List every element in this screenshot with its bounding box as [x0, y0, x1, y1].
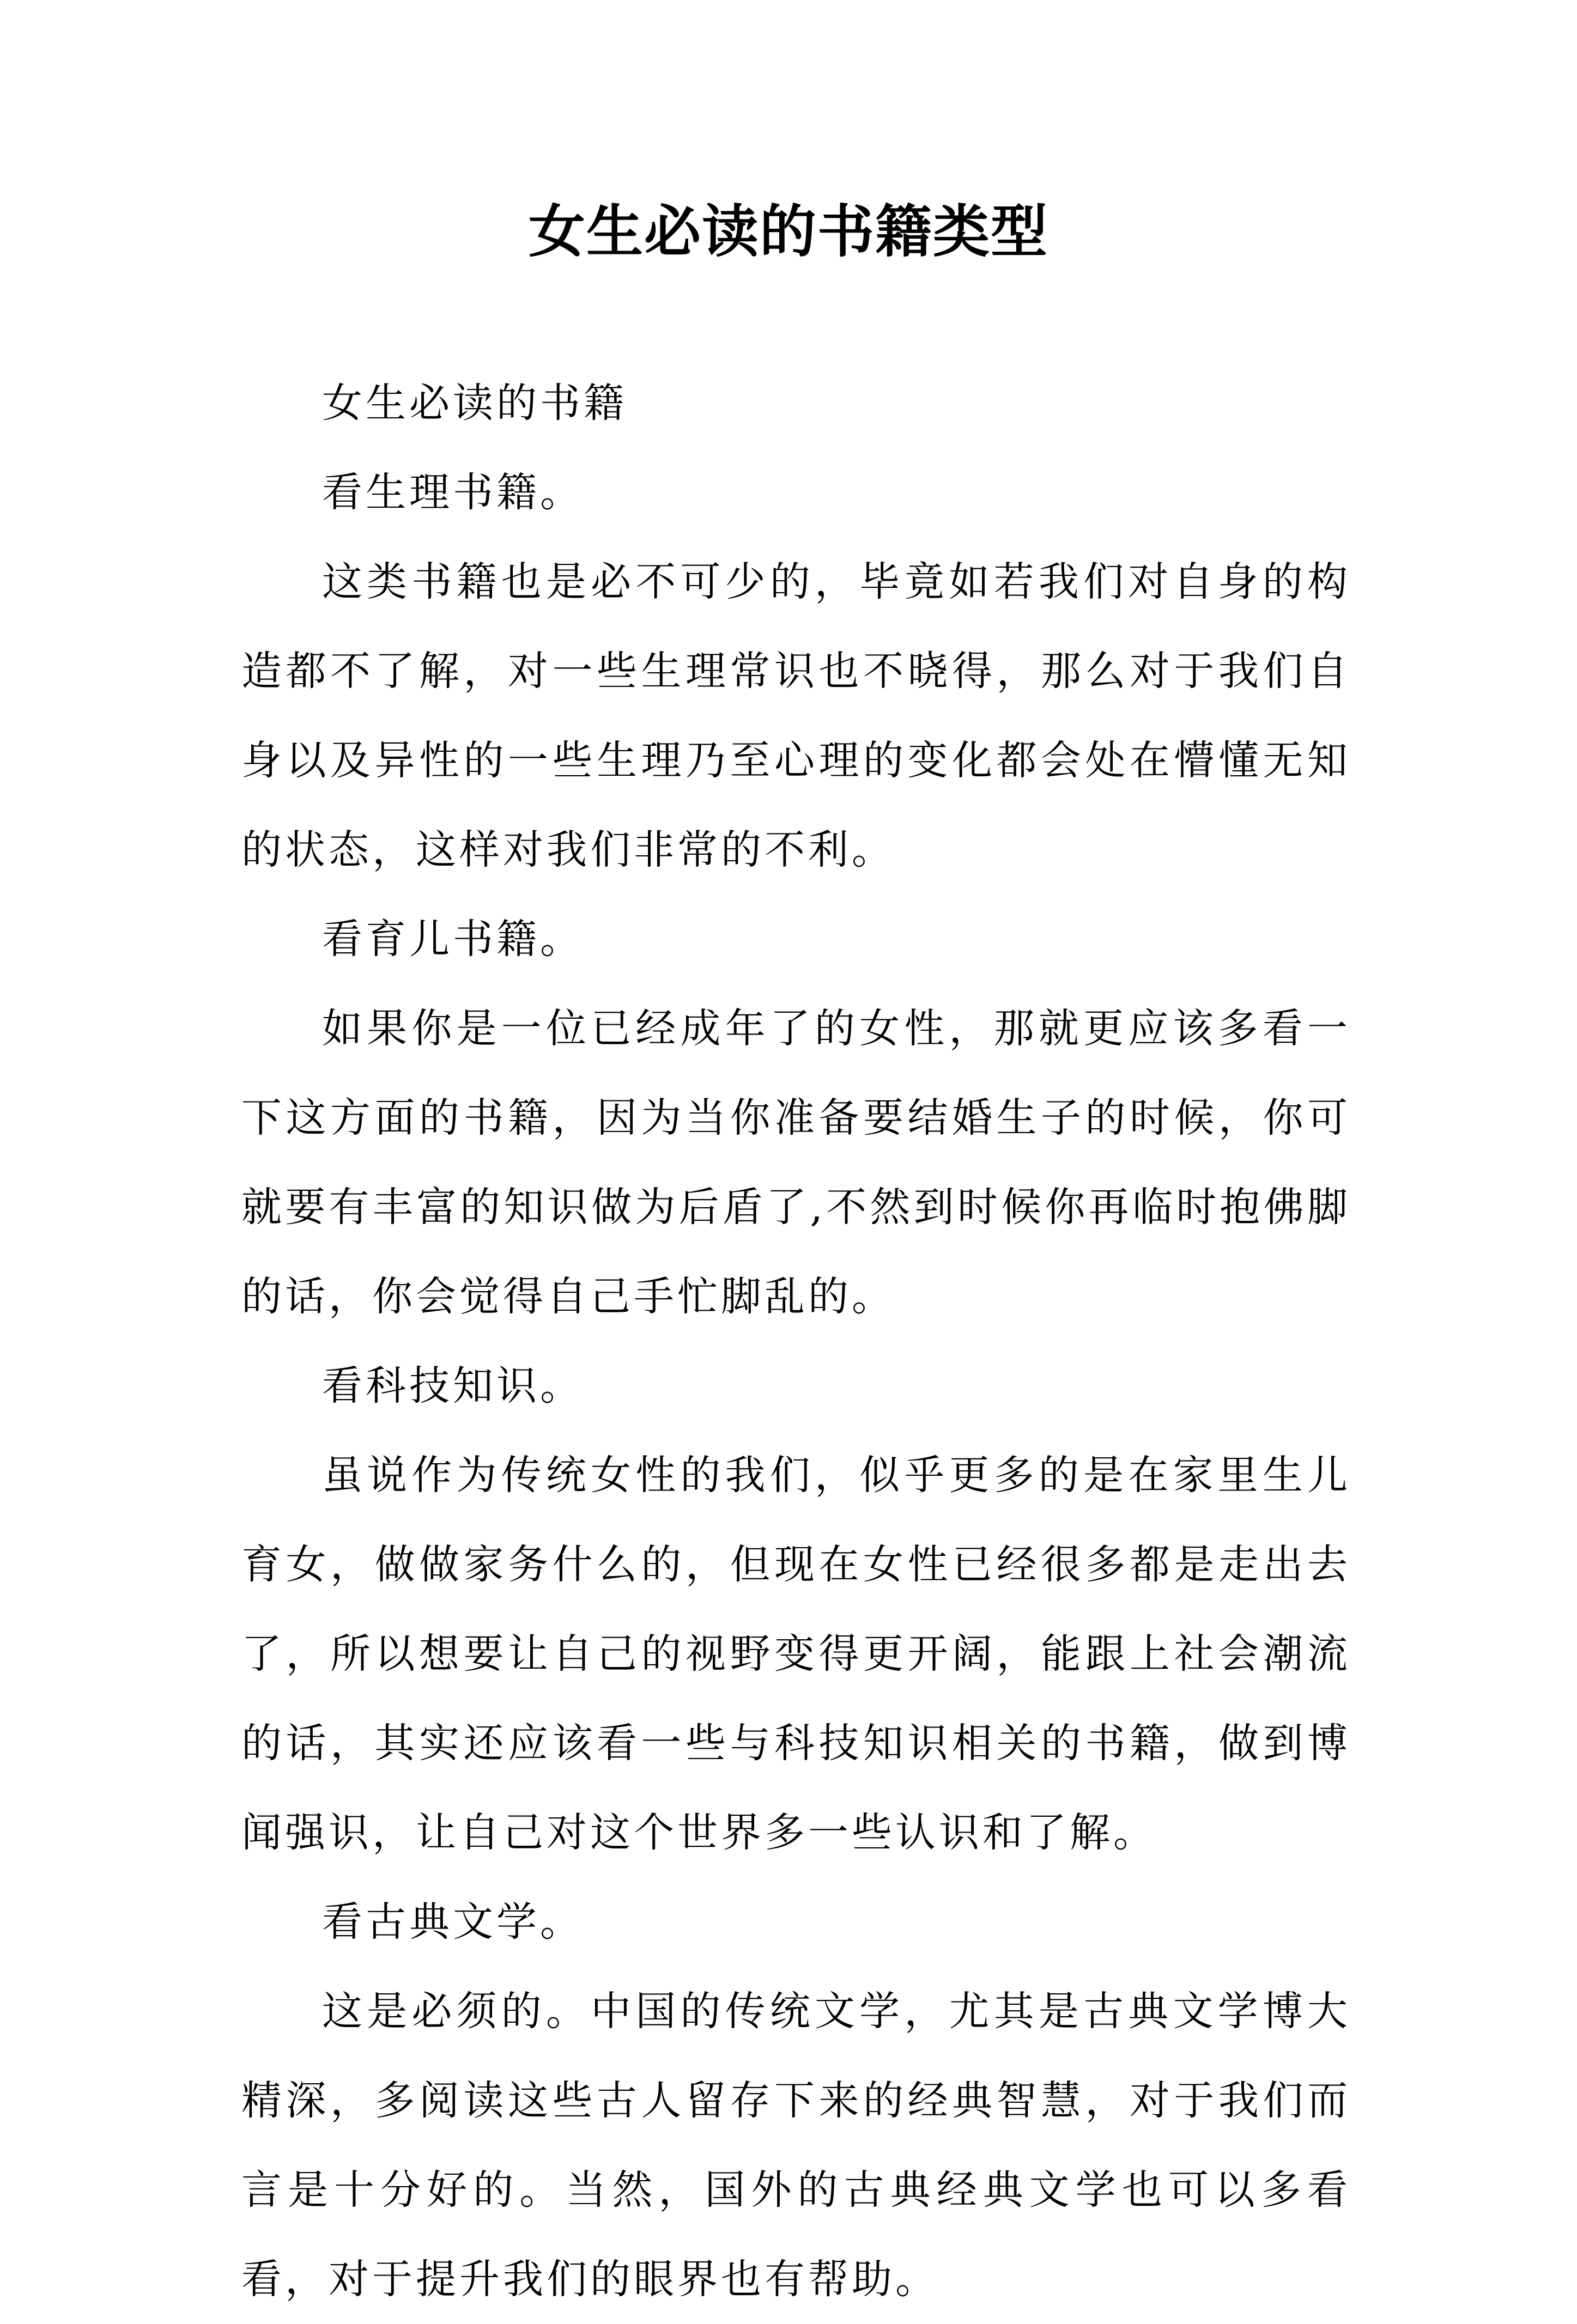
paragraph-subheading-technology: 看科技知识。 [322, 1362, 584, 1409]
paragraph-physiology: 这类书籍也是必不可少的，毕竟如若我们对自身的构造都不了解，对一些生理常识也不晓得，那么对于我们自身以及异性的一些生理乃至心理的变化都会处在懵懂无知的状态，这样对我们非常的不利。 [241, 558, 1351, 873]
paragraph-subheading-classics: 看古典文学。 [322, 1899, 584, 1945]
paragraph-technology: 虽说作为传统女性的我们，似乎更多的是在家里生儿育女，做做家务什么的，但现在女性已经很多都是走出去了，所以想要让自己的视野变得更开阔，能跟上社会潮流的话，其实还应该看一些与科技知识相关的书籍，做到博闻强识，让自己对这个世界多一些认识和了解。 [241, 1452, 1351, 1856]
document-body [241, 358, 1351, 2324]
paragraph-heading: 女生必读的书籍 [322, 380, 627, 427]
paragraph-subheading-physiology: 看生理书籍。 [322, 469, 584, 516]
paragraph-classics: 这是必须的。中国的传统文学，尤其是古典文学博大精深，多阅读这些古人留存下来的经典智慧，对于我们而言是十分好的。当然，国外的古典经典文学也可以多看看，对于提升我们的眼界也有帮助。 [241, 1988, 1351, 2303]
paragraph-subheading-parenting: 看育儿书籍。 [322, 916, 584, 963]
document-title: 女生必读的书籍类型 [528, 198, 1048, 265]
paragraph-parenting: 如果你是一位已经成年了的女性，那就更应该多看一下这方面的书籍，因为当你准备要结婚生子的时候，你可就要有丰富的知识做为后盾了,不然到时候你再临时抱佛脚的话，你会觉得自己手忙脚乱的。 [241, 1005, 1351, 1320]
